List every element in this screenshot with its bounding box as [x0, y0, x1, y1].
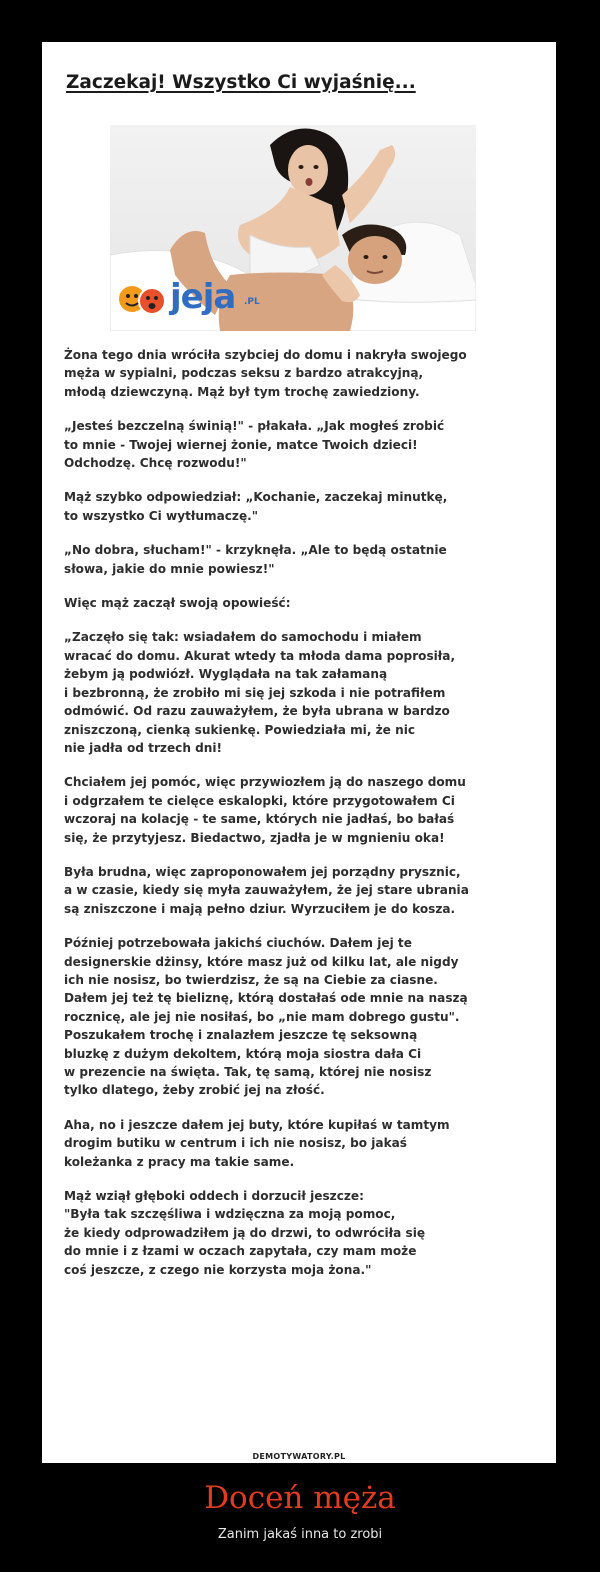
story-text — [64, 346, 544, 1295]
story-line: Dałem jej też tę bieliznę, którą dostałaś ode mnie na naszą — [64, 991, 468, 1006]
story-paragraph — [64, 628, 544, 757]
story-line: koleżanka z pracy ma takie same. — [64, 1154, 295, 1169]
story-line: i odgrzałem te cielęce eskalopki, które przygotowałem Ci — [64, 793, 455, 808]
story-line: wracać do domu. Akurat wtedy ta młoda dama poprosiła, — [64, 648, 456, 663]
story-paragraph — [64, 773, 544, 847]
demotivator-poster — [42, 42, 556, 1463]
story-line: designerskie dżinsy, które masz już od kilku lat, ale nigdy — [64, 954, 459, 969]
story-line: drogim butiku w centrum i ich nie nosisz, bo jakaś — [64, 1136, 407, 1151]
story-paragraph — [64, 1116, 544, 1171]
demotywatory-watermark: DEMOTYWATORY.PL — [243, 1450, 355, 1463]
story-paragraph — [64, 863, 544, 918]
story-line: odmówić. Od razu zauważyłem, że była ubrana w bardzo — [64, 704, 450, 719]
story-paragraph — [64, 488, 544, 525]
story-line: „Jesteś bezczelną świnią!" - płakała. „Jak mogłeś zrobić — [64, 419, 445, 434]
story-paragraph — [64, 1187, 544, 1279]
story-line: a w czasie, kiedy się myła zauważyłem, że jej stare ubrania — [64, 883, 469, 898]
story-line: żebym ją podwiózł. Wyglądała na tak załamaną — [64, 667, 388, 682]
story-paragraph — [64, 934, 544, 1100]
story-line: Żona tego dnia wróciła szybciej do domu i nakryła swojego — [64, 348, 467, 362]
jeja-logo-text: jeja — [170, 277, 236, 317]
story-paragraph — [64, 594, 544, 612]
story-line: to mnie - Twojej wiernej żonie, matce Twoich dzieci! — [64, 437, 418, 452]
story-line: Była brudna, więc zaproponowałem jej porządny prysznic, — [64, 864, 461, 879]
story-line: nie jadła od trzech dni! — [64, 740, 223, 755]
story-line: męża w sypialni, podczas seksu z bardzo atrakcyjną, — [64, 366, 424, 381]
story-line: Mąż wziął głęboki oddech i dorzucił jeszcze: — [64, 1189, 364, 1204]
story-line: Chciałem jej pomóc, więc przywiozłem ją do naszego domu — [64, 775, 466, 790]
story-line: ich nie nosisz, bo twierdzisz, że są na Ciebie za ciasne. — [64, 972, 438, 987]
story-line: wczoraj na kolację - te same, których nie jadłaś, bo bałaś — [64, 812, 455, 827]
story-line: do mnie i z łzami w oczach zapytała, czy mam może — [64, 1244, 417, 1259]
story-line: bluzkę z dużym dekoltem, którą moja siostra dała Ci — [64, 1046, 422, 1061]
story-line: to wszystko Ci wytłumaczę." — [64, 508, 259, 523]
story-line: „No dobra, słucham!" - krzyknęła. „Ale to będą ostatnie — [64, 543, 447, 558]
story-line: „Zaczęło się tak: wsiadałem do samochodu i miałem — [64, 630, 422, 645]
story-line: Aha, no i jeszcze dałem jej buty, które kupiłaś w tamtym — [64, 1117, 450, 1132]
story-line: i bezbronną, że zrobiło mi się jej szkoda i nie potrafiłem — [64, 685, 446, 700]
story-paragraph — [64, 417, 544, 472]
story-paragraph — [64, 541, 544, 578]
story-line: się, że przytyjesz. Biedactwo, zjadła je w mgnieniu oka! — [64, 830, 445, 845]
jeja-logo-tld: .PL — [244, 297, 260, 307]
story-line: Poszukałem trochę i znalazłem jeszcze tę seksowną — [64, 1028, 418, 1043]
poster-title: Zaczekaj! Wszystko Ci wyjaśnię... — [66, 72, 416, 93]
story-line: tylko dlatego, żeby zrobić jej na złość. — [64, 1083, 325, 1098]
poster-caption: Doceń męża — [204, 1480, 396, 1516]
story-line: w prezencie na święta. Tak, tę samą, której nie nosisz — [64, 1065, 432, 1079]
story-line: Później potrzebowała jakichś ciuchów. Dałem jej te — [64, 936, 412, 951]
story-line: "Była tak szczęśliwa i wdzięczna za moją pomoc, — [64, 1207, 396, 1222]
story-paragraph — [64, 346, 544, 401]
story-line: zniszczoną, cienką sukienkę. Powiedziała mi, że nic — [64, 722, 416, 737]
story-line: Mąż szybko odpowiedział: „Kochanie, zaczekaj minutkę, — [64, 490, 448, 505]
story-line: są zniszczone i mają pełno dziur. Wyrzuciłem je do kosza. — [64, 901, 456, 916]
story-line: rocznicę, ale jej nie nosiłaś, bo „nie mam dobrego gustu". — [64, 1009, 460, 1024]
poster-subcaption: Zanim jakaś inna to zrobi — [217, 1527, 383, 1542]
couple-in-bed-photo — [110, 125, 476, 331]
story-line: Więc mąż zaczął swoją opowieść: — [64, 596, 291, 611]
jeja-logo — [116, 275, 266, 323]
story-line: że kiedy odprowadziłem ją do drzwi, to odwróciła się — [64, 1225, 426, 1240]
story-line: Odchodzę. Chcę rozwodu!" — [64, 456, 247, 471]
story-line: coś jeszcze, z czego nie korzysta moja żona." — [64, 1262, 372, 1277]
story-line: młodą dziewczyną. Mąż był tym trochę zawiedziony. — [64, 384, 420, 399]
story-line: słowa, jakie do mnie powiesz!" — [64, 561, 275, 576]
jeja-logo-icon — [116, 275, 168, 323]
